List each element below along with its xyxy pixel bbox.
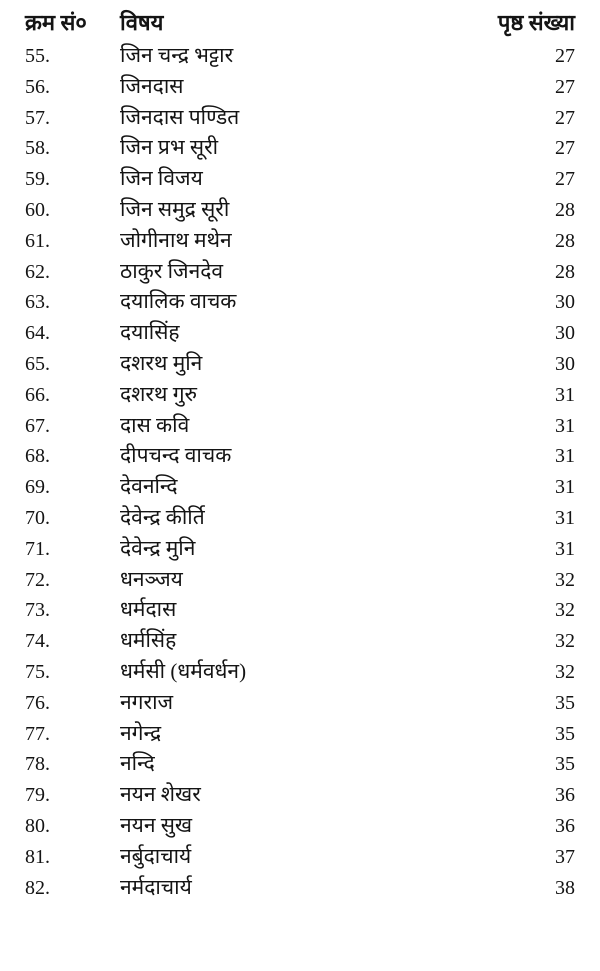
page-number: 32 [555, 660, 575, 683]
subject-name: जिनदास [120, 73, 184, 98]
serial-number: 63. [25, 291, 50, 314]
serial-number: 67. [25, 414, 50, 437]
table-row [25, 779, 575, 810]
subject-name: जोगीनाथ मथेन [120, 227, 232, 252]
page-number: 38 [555, 876, 575, 899]
serial-number: 73. [25, 599, 50, 622]
page-number: 28 [555, 260, 575, 283]
table-row [25, 440, 575, 471]
table-row [25, 194, 575, 225]
serial-number: 78. [25, 753, 50, 776]
table-row [25, 872, 575, 903]
page-number: 27 [555, 45, 575, 67]
table-row [25, 594, 575, 625]
serial-number: 55. [25, 45, 50, 67]
table-row [25, 225, 575, 256]
serial-number: 82. [25, 876, 50, 899]
serial-number: 68. [25, 445, 50, 468]
serial-number: 71. [25, 537, 50, 560]
page-number: 30 [555, 352, 575, 375]
page-number: 31 [555, 445, 575, 468]
subject-name: जिन चन्द्र भट्टार [120, 43, 234, 67]
table-row [25, 102, 575, 133]
subject-name: जिन विजय [120, 166, 203, 191]
subject-name: नर्बुदाचार्य [120, 843, 192, 868]
serial-number: 61. [25, 229, 50, 252]
serial-number: 80. [25, 814, 50, 837]
subject-name: धनञ्जय [120, 566, 183, 591]
page-number: 37 [555, 845, 575, 868]
table-row [25, 656, 575, 687]
toc-rows [25, 40, 575, 902]
page-number: 31 [555, 476, 575, 499]
table-row [25, 564, 575, 595]
serial-number: 58. [25, 137, 50, 160]
subject-name: दास कवि [120, 412, 190, 437]
table-row [25, 625, 575, 656]
page-number: 30 [555, 322, 575, 345]
table-row [25, 748, 575, 779]
serial-number: 79. [25, 784, 50, 807]
page-number: 27 [555, 106, 575, 129]
table-row [25, 317, 575, 348]
subject-name: देवेन्द्र मुनि [120, 535, 196, 560]
subject-name: जिन समुद्र सूरी [120, 196, 230, 221]
table-row [25, 286, 575, 317]
serial-number: 72. [25, 568, 50, 591]
table-row [25, 40, 575, 71]
serial-number: 59. [25, 168, 50, 191]
page-number: 35 [555, 753, 575, 776]
serial-number: 60. [25, 198, 50, 221]
subject-name: नर्मदाचार्य [120, 874, 192, 899]
table-row [25, 841, 575, 872]
toc-header [25, 8, 575, 38]
table-row [25, 718, 575, 749]
serial-number: 66. [25, 383, 50, 406]
page-number: 32 [555, 568, 575, 591]
subject-name: नगराज [120, 689, 174, 714]
page-number: 32 [555, 599, 575, 622]
subject-name: देवेन्द्र कीर्ति [120, 504, 205, 529]
subject-name: ठाकुर जिनदेव [120, 258, 224, 283]
table-row [25, 810, 575, 841]
subject-column-header: विषय [120, 10, 164, 35]
page-number: 31 [555, 506, 575, 529]
page-number: 28 [555, 198, 575, 221]
subject-name: दयासिंह [120, 320, 180, 345]
table-row [25, 687, 575, 718]
serial-number: 65. [25, 352, 50, 375]
serial-number: 70. [25, 506, 50, 529]
subject-name: देवनन्दि [120, 474, 178, 499]
subject-name: नगेन्द्र [120, 720, 162, 745]
serial-number: 76. [25, 691, 50, 714]
table-row [25, 379, 575, 410]
subject-name: दशरथ गुरु [120, 381, 198, 406]
table-row [25, 502, 575, 533]
page-number: 35 [555, 722, 575, 745]
subject-name: धर्मसिंह [120, 628, 177, 653]
page-number: 32 [555, 630, 575, 653]
table-row [25, 471, 575, 502]
page-number: 36 [555, 784, 575, 807]
table-row [25, 256, 575, 287]
serial-number: 77. [25, 722, 50, 745]
page-number: 27 [555, 137, 575, 160]
table-row [25, 71, 575, 102]
subject-name: नन्दि [120, 751, 155, 776]
serial-number: 57. [25, 106, 50, 129]
subject-name: जिन प्रभ सूरी [120, 135, 219, 160]
serial-number: 74. [25, 630, 50, 653]
subject-name: नयन शेखर [120, 782, 201, 807]
serial-number: 81. [25, 845, 50, 868]
page-number: 27 [555, 168, 575, 191]
table-row [25, 348, 575, 379]
serial-number: 62. [25, 260, 50, 283]
subject-name: दयालिक वाचक [120, 289, 237, 314]
serial-number: 64. [25, 322, 50, 345]
page-number: 27 [555, 75, 575, 98]
subject-name: धर्मदास [120, 597, 177, 622]
subject-name: दशरथ मुनि [120, 350, 203, 375]
page-number: 31 [555, 383, 575, 406]
table-row [25, 163, 575, 194]
page-number: 31 [555, 537, 575, 560]
page-number: 30 [555, 291, 575, 314]
serial-number: 69. [25, 476, 50, 499]
table-row [25, 533, 575, 564]
table-row [25, 132, 575, 163]
page-number: 31 [555, 414, 575, 437]
subject-name: दीपचन्द वाचक [120, 443, 232, 468]
subject-name: जिनदास पण्डित [120, 104, 240, 129]
serial-number: 75. [25, 660, 50, 683]
subject-name: धर्मसी (धर्मवर्धन) [120, 658, 247, 683]
table-row [25, 410, 575, 441]
page-number: 36 [555, 814, 575, 837]
serial-number: 56. [25, 75, 50, 98]
serial-column-header: क्रम सं० [25, 10, 87, 35]
page-number: 28 [555, 229, 575, 252]
subject-name: नयन सुख [120, 812, 193, 837]
page-number: 35 [555, 691, 575, 714]
page-column-header: पृष्ठ संख्या [497, 10, 575, 35]
